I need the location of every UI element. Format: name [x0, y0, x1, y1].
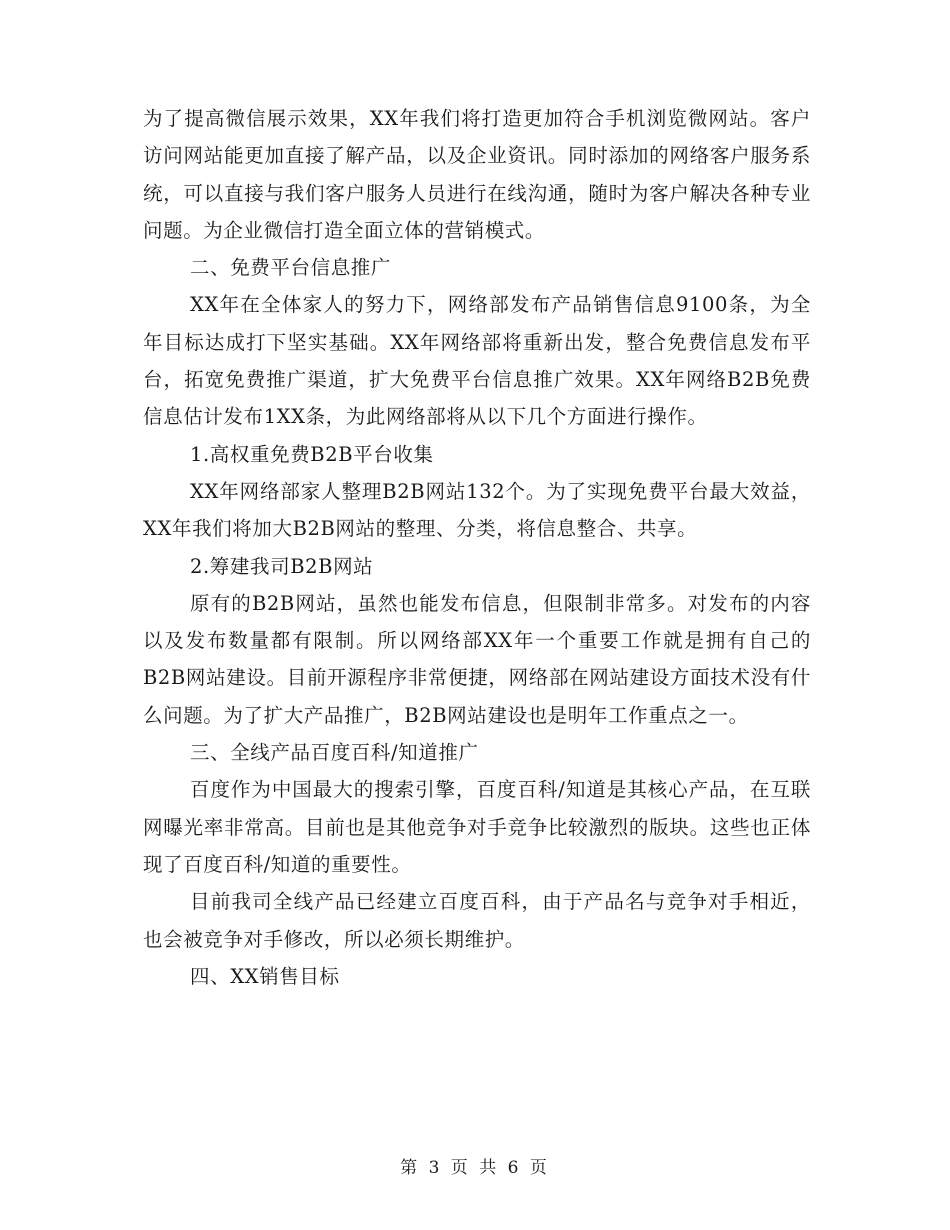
paragraph-baidu-importance: 百度作为中国最大的搜索引擎，百度百科/知道是其核心产品，在互联网曝光率非常高。目前也是其他竞争对手竞争比较激烈的版块。这些也正体现了百度百科/知道的重要性。: [143, 778, 811, 876]
paragraph-intro: 为了提高微信展示效果，XX年我们将打造更加符合手机浏览微网站。客户访问网站能更加直接了解产品，以及企业资讯。同时添加的网络客户服务系统，可以直接与我们客户服务人员进行在线沟通，随时为客户解决各种专业问题。为企业微信打造全面立体的营销模式。: [143, 107, 811, 242]
paragraph-baidu-maintenance: 目前我司全线产品已经建立百度百科，由于产品名与竞争对手相近，也会被竞争对手修改，所以必须长期维护。: [143, 890, 811, 951]
document-body: [143, 100, 811, 995]
page-number-footer: 第 3 页 共 6 页: [400, 1158, 550, 1178]
paragraph-b2b-collection: XX年网络部家人整理B2B网站132个。为了实现免费平台最大效益，XX年我们将加大B2B网站的整理、分类，将信息整合、共享。: [143, 479, 811, 541]
paragraph-free-platform: XX年在全体家人的努力下，网络部发布产品销售信息9100条，为全年目标达成打下坚实基础。XX年网络部将重新出发，整合免费信息发布平台，拓宽免费推广渠道，扩大免费平台信息推广效果。XX年网络B2B免费信息估计发布1XX条，为此网络部将从以下几个方面进行操作。: [143, 293, 811, 429]
paragraph-b2b-website: 原有的B2B网站，虽然也能发布信息，但限制非常多。对发布的内容以及发布数量都有限制。所以网络部XX年一个重要工作就是拥有自己的B2B网站建设。目前开源程序非常便捷，网络部在网站建设方面技术没有什么问题。为了扩大产品推广，B2B网站建设也是明年工作重点之一。: [143, 591, 811, 727]
section-heading-free-platform: 二、免费平台信息推广: [190, 256, 392, 280]
subheading-b2b-website: 2.筹建我司B2B网站: [190, 554, 374, 578]
section-heading-baidu: 三、全线产品百度百科/知道推广: [190, 741, 479, 765]
subheading-b2b-collection: 1.高权重免费B2B平台收集: [190, 442, 434, 466]
section-heading-sales-target: 四、XX销售目标: [190, 964, 340, 988]
